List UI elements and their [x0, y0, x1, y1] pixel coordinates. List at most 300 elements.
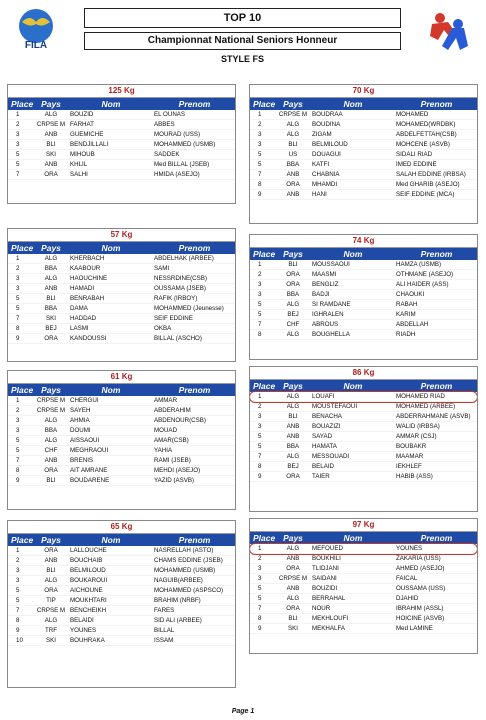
- cell-pays: ORA: [286, 270, 300, 278]
- weight-panel: [249, 366, 478, 512]
- table-row: [250, 564, 477, 574]
- cell-place: 5: [258, 300, 262, 308]
- weight-class-title: 65 Kg: [8, 521, 235, 534]
- weight-panel: [7, 84, 236, 204]
- table-row: [8, 476, 235, 486]
- table-row: [250, 280, 477, 290]
- cell-pays: US: [288, 150, 298, 158]
- table-row: [8, 130, 235, 140]
- cell-place: 2: [258, 554, 262, 562]
- header-nom: Nom: [343, 381, 363, 391]
- cell-prenom: MOHAMMED (USMB): [154, 566, 216, 574]
- cell-prenom: RAMI (JSEB): [154, 456, 191, 464]
- weight-panel: [249, 84, 478, 224]
- cell-prenom: OUSSAMA (USS): [396, 584, 446, 592]
- cell-prenom: FARES: [154, 606, 175, 614]
- cell-prenom: DJAHID: [396, 594, 419, 602]
- cell-pays: BEJ: [287, 462, 299, 470]
- cell-prenom: MOHAMED: [396, 110, 429, 118]
- cell-prenom: ABDENOUR(CSB): [154, 416, 206, 424]
- cell-prenom: Med LAMINE: [396, 624, 433, 632]
- weight-panel: [249, 234, 478, 360]
- cell-pays: ANB: [44, 130, 58, 138]
- header-pays: Pays: [283, 99, 303, 109]
- header-place: Place: [253, 533, 276, 543]
- cell-pays: ALG: [44, 254, 58, 262]
- cell-place: 5: [16, 596, 20, 604]
- cell-pays: TRF: [44, 626, 58, 634]
- cell-pays: BBA: [286, 290, 300, 298]
- cell-nom: AISSAOUI: [70, 436, 100, 444]
- cell-pays: ANB: [286, 170, 300, 178]
- cell-place: 3: [16, 130, 20, 138]
- cell-nom: KANDOUSSI: [70, 334, 107, 342]
- weight-panel: [7, 520, 236, 688]
- cell-place: 5: [16, 150, 20, 158]
- table-row: [8, 596, 235, 606]
- cell-place: 3: [258, 574, 262, 582]
- cell-nom: BELAIDI: [70, 616, 94, 624]
- table-row: [250, 260, 477, 270]
- cell-pays: BLI: [46, 566, 56, 574]
- table-row: [8, 436, 235, 446]
- table-row: [8, 334, 235, 344]
- cell-pays: CRPSE M: [36, 406, 66, 414]
- cell-prenom: ABDELLAH: [396, 320, 429, 328]
- table-row: [8, 626, 235, 636]
- cell-nom: BRENIS: [70, 456, 94, 464]
- cell-prenom: MOUAD: [154, 426, 178, 434]
- cell-prenom: MEHDI (ASEJO): [154, 466, 201, 474]
- cell-pays: ALG: [44, 436, 58, 444]
- cell-pays: ANB: [286, 422, 300, 430]
- header-place: Place: [11, 243, 34, 253]
- wrestlers-logo: [418, 6, 474, 56]
- cell-nom: BERRAHAL: [312, 594, 346, 602]
- cell-pays: CRPSE M: [278, 574, 308, 582]
- cell-pays: ORA: [286, 180, 300, 188]
- table-row: [250, 604, 477, 614]
- cell-prenom: FAICAL: [396, 574, 418, 582]
- cell-prenom: CHAOUKI: [396, 290, 425, 298]
- cell-place: 7: [16, 606, 20, 614]
- table-row: [250, 594, 477, 604]
- cell-place: 7: [16, 314, 20, 322]
- weight-class-title: 74 Kg: [250, 235, 477, 248]
- weight-class-title: 57 Kg: [8, 229, 235, 242]
- cell-prenom: HABIB (ASS): [396, 472, 433, 480]
- cell-pays: BLI: [288, 260, 298, 268]
- cell-nom: NOUR: [312, 604, 331, 612]
- cell-pays: TIP: [46, 596, 56, 604]
- cell-nom: BOUAZIZI: [312, 422, 341, 430]
- cell-prenom: SAMI: [154, 264, 170, 272]
- cell-prenom: AHMED (ASEJO): [396, 564, 445, 572]
- cell-place: 3: [16, 274, 20, 282]
- cell-prenom: OKBA: [154, 324, 172, 332]
- cell-prenom: MAAMAR: [396, 452, 424, 460]
- cell-place: 3: [258, 130, 262, 138]
- cell-nom: BOUDRAA: [312, 110, 343, 118]
- cell-prenom: YAZID (ASVB): [154, 476, 195, 484]
- cell-nom: BOUDINA: [312, 120, 341, 128]
- table-row: [250, 180, 477, 190]
- table-row: [8, 304, 235, 314]
- cell-nom: MOUKHTARI: [70, 596, 107, 604]
- cell-nom: CHERGUI: [70, 396, 99, 404]
- cell-pays: ORA: [44, 586, 58, 594]
- header-prenom: Prenom: [178, 535, 211, 545]
- cell-pays: ANB: [286, 584, 300, 592]
- header-prenom: Prenom: [178, 385, 211, 395]
- cell-place: 7: [16, 170, 20, 178]
- cell-nom: KAABOUR: [70, 264, 101, 272]
- table-row: [8, 284, 235, 294]
- cell-nom: HAMATA: [312, 442, 337, 450]
- fila-logo-text: FILA: [24, 40, 48, 51]
- cell-prenom: BRAHIM (NRBF): [154, 596, 201, 604]
- header-nom: Nom: [343, 249, 363, 259]
- table-row: [8, 556, 235, 566]
- cell-pays: CRPSE M: [36, 606, 66, 614]
- cell-pays: ALG: [44, 576, 58, 584]
- cell-prenom: NESSRDINE(CSB): [154, 274, 207, 282]
- cell-prenom: MOHAMMED (Jeunesse): [154, 304, 224, 312]
- cell-pays: ALG: [286, 300, 300, 308]
- table-row: [8, 110, 235, 120]
- cell-prenom: RAFIK (IRBOY): [154, 294, 198, 302]
- table-row: [250, 432, 477, 442]
- cell-nom: AICHOUNE: [70, 586, 103, 594]
- cell-place: 1: [258, 110, 262, 118]
- table-row: [8, 456, 235, 466]
- cell-pays: SKI: [46, 314, 56, 322]
- cell-place: 9: [258, 472, 262, 480]
- cell-nom: MOUSTEFAOUI: [312, 402, 358, 410]
- cell-prenom: OUSSAMA (JSEB): [154, 284, 206, 292]
- cell-nom: GUEMICHE: [70, 130, 104, 138]
- cell-nom: MEKHLOUFI: [312, 614, 349, 622]
- cell-nom: AIT AMRANE: [70, 466, 108, 474]
- table-row: [8, 264, 235, 274]
- cell-prenom: BOUBAKR: [396, 442, 427, 450]
- cell-place: 5: [258, 594, 262, 602]
- cell-place: 1: [16, 546, 20, 554]
- header-place: Place: [11, 99, 34, 109]
- cell-nom: SAYEH: [70, 406, 91, 414]
- header-pays: Pays: [283, 381, 303, 391]
- cell-nom: BELAID: [312, 462, 335, 470]
- cell-nom: CHABNIA: [312, 170, 340, 178]
- cell-nom: BENDJILLALI: [70, 140, 109, 148]
- cell-nom: BENGLIZ: [312, 280, 339, 288]
- cell-prenom: MOHAMED (ARBEE): [396, 402, 456, 410]
- cell-prenom: ABBES: [154, 120, 175, 128]
- cell-prenom: WALID (IRBSA): [396, 422, 440, 430]
- cell-place: 9: [16, 626, 20, 634]
- cell-nom: LASMI: [70, 324, 89, 332]
- cell-prenom: MOURAD (USS): [154, 130, 201, 138]
- cell-place: 3: [16, 426, 20, 434]
- cell-prenom: SEIF EDDINE (MCA): [396, 190, 455, 198]
- table-row: [8, 576, 235, 586]
- cell-pays: CHF: [286, 320, 300, 328]
- cell-pays: ALG: [286, 392, 300, 400]
- cell-prenom: ZAKARIA (USS): [396, 554, 441, 562]
- cell-place: 7: [258, 170, 262, 178]
- cell-pays: ANB: [286, 190, 300, 198]
- table-row: [8, 160, 235, 170]
- table-row: [250, 150, 477, 160]
- cell-nom: HANI: [312, 190, 327, 198]
- weight-class-title: 125 Kg: [8, 85, 235, 98]
- page-number: Page 1: [231, 708, 255, 715]
- cell-place: 1: [258, 260, 262, 268]
- cell-nom: TLIDJANI: [312, 564, 339, 572]
- table-row: [250, 422, 477, 432]
- cell-pays: ORA: [44, 334, 58, 342]
- table-row: [250, 544, 477, 554]
- cell-nom: MHAMDI: [312, 180, 338, 188]
- header-place: Place: [11, 385, 34, 395]
- cell-place: 3: [16, 566, 20, 574]
- table-row: [8, 636, 235, 646]
- cell-place: 3: [16, 416, 20, 424]
- cell-place: 8: [258, 614, 262, 622]
- cell-pays: CRPSE M: [36, 396, 66, 404]
- cell-place: 2: [16, 556, 20, 564]
- cell-nom: BADJI: [312, 290, 330, 298]
- cell-pays: ALG: [286, 452, 300, 460]
- cell-place: 3: [16, 576, 20, 584]
- table-row: [250, 190, 477, 200]
- table-header: [8, 534, 235, 546]
- cell-place: 1: [16, 396, 20, 404]
- cell-place: 5: [258, 584, 262, 592]
- cell-nom: BOUZID: [70, 110, 94, 118]
- cell-pays: BBA: [286, 442, 300, 450]
- cell-place: 8: [16, 466, 20, 474]
- cell-pays: ALG: [286, 330, 300, 338]
- table-row: [250, 330, 477, 340]
- cell-nom: YOUNES: [70, 626, 97, 634]
- table-row: [8, 586, 235, 596]
- cell-nom: LALLOUCHE: [70, 546, 107, 554]
- cell-nom: AHMIA: [70, 416, 90, 424]
- cell-prenom: SEIF EDDINE: [154, 314, 193, 322]
- table-row: [250, 300, 477, 310]
- weight-class-title: 61 Kg: [8, 371, 235, 384]
- cell-prenom: Med BILLAL (JSEB): [154, 160, 210, 168]
- table-row: [250, 442, 477, 452]
- table-row: [8, 426, 235, 436]
- cell-prenom: AMMAR: [154, 396, 178, 404]
- header-nom: Nom: [343, 99, 363, 109]
- cell-pays: BEJ: [45, 324, 57, 332]
- cell-prenom: KARIM: [396, 310, 416, 318]
- weight-class-title: 97 Kg: [250, 519, 477, 532]
- cell-place: 8: [16, 324, 20, 332]
- cell-place: 5: [258, 150, 262, 158]
- weight-class-title: 70 Kg: [250, 85, 477, 98]
- cell-prenom: HAMZA (USMB): [396, 260, 442, 268]
- cell-pays: ORA: [44, 546, 58, 554]
- cell-pays: SKI: [46, 150, 56, 158]
- cell-place: 8: [258, 180, 262, 188]
- table-row: [250, 170, 477, 180]
- cell-prenom: ABDELFETTAH(CSB): [396, 130, 457, 138]
- table-row: [250, 554, 477, 564]
- header-prenom: Prenom: [178, 99, 211, 109]
- cell-pays: ALG: [286, 120, 300, 128]
- header-place: Place: [253, 249, 276, 259]
- header-pays: Pays: [41, 535, 61, 545]
- cell-place: 5: [258, 160, 262, 168]
- cell-pays: ANB: [44, 456, 58, 464]
- cell-pays: BBA: [286, 160, 300, 168]
- header-prenom: Prenom: [420, 381, 453, 391]
- table-row: [8, 150, 235, 160]
- cell-pays: ORA: [286, 604, 300, 612]
- cell-prenom: HMIDA (ASEJO): [154, 170, 200, 178]
- cell-pays: ANB: [286, 432, 300, 440]
- cell-pays: CHF: [44, 446, 58, 454]
- cell-place: 9: [258, 190, 262, 198]
- table-row: [250, 624, 477, 634]
- header-nom: Nom: [343, 533, 363, 543]
- table-row: [8, 606, 235, 616]
- table-row: [250, 160, 477, 170]
- header-place: Place: [253, 381, 276, 391]
- cell-pays: ORA: [286, 280, 300, 288]
- cell-pays: ORA: [286, 472, 300, 480]
- table-header: [8, 384, 235, 396]
- cell-pays: BBA: [44, 304, 58, 312]
- cell-nom: SAIDANI: [312, 574, 337, 582]
- cell-nom: BOUKHILI: [312, 554, 341, 562]
- cell-nom: MAASMI: [312, 270, 337, 278]
- table-row: [250, 310, 477, 320]
- cell-prenom: RABAH: [396, 300, 418, 308]
- table-row: [250, 270, 477, 280]
- cell-place: 1: [16, 254, 20, 262]
- cell-place: 7: [258, 604, 262, 612]
- cell-nom: BOUCHAIB: [70, 556, 103, 564]
- cell-prenom: CHAMS EDDINE (JSEB): [154, 556, 223, 564]
- championship-title: Championnat National Seniors Honneur: [84, 32, 401, 50]
- cell-nom: MIHOUB: [70, 150, 95, 158]
- cell-place: 2: [16, 120, 20, 128]
- cell-place: 7: [258, 452, 262, 460]
- cell-pays: ANB: [44, 160, 58, 168]
- cell-place: 9: [16, 476, 20, 484]
- cell-prenom: NASRELLAH (ASTO): [154, 546, 214, 554]
- cell-nom: TAIER: [312, 472, 330, 480]
- table-row: [8, 140, 235, 150]
- table-row: [250, 130, 477, 140]
- header-nom: Nom: [101, 99, 121, 109]
- cell-pays: ALG: [44, 616, 58, 624]
- cell-prenom: MOHCENE (ASVB): [396, 140, 450, 148]
- header-pays: Pays: [283, 249, 303, 259]
- cell-pays: ALG: [286, 130, 300, 138]
- cell-place: 5: [258, 442, 262, 450]
- cell-prenom: OTHMANE (ASEJO): [396, 270, 454, 278]
- table-row: [8, 466, 235, 476]
- cell-place: 2: [16, 406, 20, 414]
- cell-pays: CRPSE M: [36, 120, 66, 128]
- cell-pays: BLI: [288, 412, 298, 420]
- cell-nom: LOUAFI: [312, 392, 335, 400]
- cell-prenom: IBRAHIM (ASSL): [396, 604, 444, 612]
- cell-nom: HAOUCHINE: [70, 274, 108, 282]
- cell-nom: MESSOUADI: [312, 452, 350, 460]
- cell-prenom: HOICINE (ASVB): [396, 614, 445, 622]
- cell-nom: DAMA: [70, 304, 88, 312]
- header-pays: Pays: [283, 533, 303, 543]
- cell-place: 3: [258, 140, 262, 148]
- fila-logo: [12, 6, 60, 52]
- cell-nom: DOUMI: [70, 426, 91, 434]
- table-row: [8, 254, 235, 264]
- cell-prenom: MOHAMMED (USMB): [154, 140, 216, 148]
- header-pays: Pays: [41, 243, 61, 253]
- table-row: [250, 412, 477, 422]
- cell-place: 5: [16, 160, 20, 168]
- cell-nom: BOUKAROUI: [70, 576, 108, 584]
- header-prenom: Prenom: [178, 243, 211, 253]
- cell-pays: ORA: [286, 564, 300, 572]
- cell-nom: BOUZIDI: [312, 584, 338, 592]
- table-header: [8, 242, 235, 254]
- cell-nom: SAYAD: [312, 432, 333, 440]
- table-row: [8, 546, 235, 556]
- header-pays: Pays: [41, 385, 61, 395]
- cell-nom: KATFI: [312, 160, 330, 168]
- table-header: [8, 98, 235, 110]
- cell-prenom: ABDERAHIM: [154, 406, 191, 414]
- cell-prenom: ABDERRAHMANE (ASVB): [396, 412, 471, 420]
- cell-nom: DOUAGUI: [312, 150, 341, 158]
- cell-prenom: ABDELHAK (ARBEE): [154, 254, 214, 262]
- cell-nom: IGHRALEN: [312, 310, 344, 318]
- cell-prenom: BILLAL (ASCHO): [154, 334, 202, 342]
- cell-place: 3: [258, 412, 262, 420]
- header-nom: Nom: [101, 385, 121, 395]
- cell-nom: MEFOUED: [312, 544, 343, 552]
- table-row: [250, 120, 477, 130]
- table-header: [250, 532, 477, 544]
- table-row: [250, 584, 477, 594]
- cell-nom: KHERBACH: [70, 254, 105, 262]
- cell-place: 5: [16, 586, 20, 594]
- cell-pays: ORA: [44, 170, 58, 178]
- cell-place: 5: [16, 294, 20, 302]
- cell-prenom: SID ALI (ARBEE): [154, 616, 202, 624]
- table-row: [8, 170, 235, 180]
- cell-prenom: AMMAR (CSJ): [396, 432, 437, 440]
- cell-pays: ALG: [286, 402, 300, 410]
- header-place: Place: [11, 535, 34, 545]
- header-pays: Pays: [41, 99, 61, 109]
- cell-place: 7: [258, 320, 262, 328]
- table-row: [8, 120, 235, 130]
- table-row: [8, 416, 235, 426]
- style-label: STYLE FS: [220, 54, 264, 64]
- table-row: [8, 616, 235, 626]
- cell-pays: BLI: [46, 140, 56, 148]
- cell-pays: ANB: [44, 284, 58, 292]
